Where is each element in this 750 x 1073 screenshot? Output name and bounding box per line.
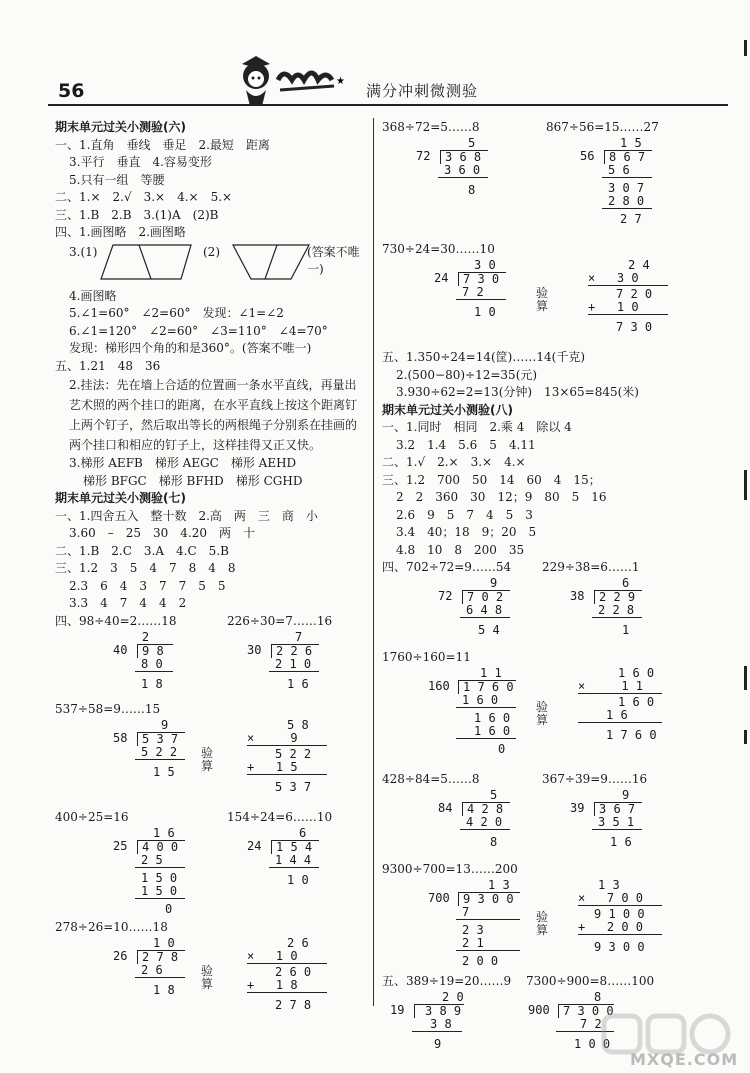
long-division: 5 3 6 8 3 6 0 8 72: [416, 137, 488, 197]
answer-line: 3.平行 垂直 4.容易变形: [69, 155, 212, 169]
equation: 400÷25=16: [55, 809, 129, 824]
watermark-text: MXQE.COM: [630, 1050, 739, 1069]
answer-line: 3.930÷62=2=13(分钟) 13×65=845(米): [396, 385, 639, 399]
page-number: 56: [58, 80, 85, 102]
section-title: 期末单元过关小测验(八): [382, 402, 513, 417]
equation: 368÷72=5……8: [382, 120, 480, 134]
long-division: 1 3 9 3 0 0 7 2 3 2 1 2 0 0 700: [428, 879, 520, 968]
answer-line: 5.∠1=60° ∠2=60° 发现：∠1=∠2: [69, 306, 284, 320]
long-division: 3 0 7 3 0 7 2 1 0 24: [434, 259, 506, 319]
division-row: [382, 559, 732, 649]
answer-line: 6.∠1=120° ∠2=60° ∠3=110° ∠4=70°: [69, 323, 328, 338]
equation: 278÷26=10……18: [55, 919, 168, 934]
scan-mark: [744, 730, 747, 744]
long-division: 7 2 2 6 2 1 0 1 6 30: [247, 631, 319, 691]
long-division: 1 0 2 7 8 2 6 1 8 26: [113, 937, 185, 997]
answer-line: 2.6 9 5 7 4 5 3: [396, 507, 533, 522]
equation: 367÷39=9……16: [542, 772, 648, 786]
section-title: 期末单元过关小测验(七): [55, 491, 186, 505]
long-division: 9 3 6 7 3 5 1 1 6 39: [570, 789, 642, 849]
answer-line: 3.3 4 7 4 4 2: [69, 596, 187, 610]
check-label: 验算: [536, 910, 549, 937]
long-division: 9 5 3 7 5 2 2 1 5 58: [113, 719, 185, 779]
equation: 730÷24=30……10: [382, 242, 495, 256]
answer-line: 一、1.四舍五入 整十数 2.高 两 三 商 小: [55, 508, 318, 523]
answer-line: 四、1.画图略 2.画图略: [55, 225, 186, 239]
equation: 428÷84=5……8: [382, 772, 480, 786]
division-row: [55, 701, 367, 809]
long-division: 5 4 2 8 4 2 0 8 84: [438, 789, 510, 849]
check-label: 验算: [536, 286, 549, 313]
trapezoid-figure-2: [231, 242, 311, 282]
answer-line: 五、1.350÷24=14(筐)……14(千克): [382, 350, 585, 364]
long-division: 9 7 0 2 6 4 8 5 4 72: [438, 577, 510, 637]
section-title: 期末单元过关小测验(六): [55, 120, 186, 134]
answer-line: 三、1.B 2.B 3.(1)A (2)B: [55, 207, 219, 222]
book-title: 满分冲刺微测验: [366, 82, 479, 100]
answer-line: 2.(500−80)÷12=35(元): [396, 367, 538, 382]
answer-line: 三、1.2 700 50 14 60 4 15；: [382, 472, 601, 487]
header-rule: [48, 104, 728, 106]
right-column: [382, 119, 732, 1063]
division-row: [382, 861, 732, 973]
check-label: 验算: [201, 963, 214, 991]
answer-line: 梯形 BFGC 梯形 BFHD 梯形 CGHD: [83, 473, 303, 488]
division-row: [55, 613, 367, 701]
equation: 1760÷160=11: [382, 650, 471, 664]
equation: 867÷56=15……27: [546, 120, 659, 134]
equation: 9300÷700=13……200: [382, 862, 518, 876]
trapezoid-figures: [55, 242, 367, 288]
answer-line: 二、1.√ 2.× 3.× 4.×: [382, 455, 526, 469]
answer-line: 3.梯形 AEFB 梯形 AEGC 梯形 AEHD: [69, 456, 297, 470]
long-division: 1 6 4 0 0 2 5 1 5 0 1 5 0 0 25: [113, 827, 185, 916]
answer-line: 3.60 – 25 30 4.20 两 十: [69, 526, 255, 540]
check-computation: 2 6 × 1 0 2 6 0 + 1 8 2 7 8: [247, 937, 327, 1012]
check-computation: 5 8 × 9 5 2 2 + 1 5 5 3 7: [247, 719, 327, 794]
cartoon-logo-icon: [232, 50, 362, 108]
long-division: 8 7 3 0 0 7 2 1 0 0 900: [528, 990, 614, 1051]
check-computation: 1 3 × 7 0 0 9 1 0 0 + 2 0 0 9 3 0 0: [578, 879, 662, 954]
answer-line: 5.只有一组 等腰: [69, 172, 165, 187]
long-division: 2 9 8 8 0 1 8 40: [113, 631, 173, 691]
answer-line: 4.画图略: [69, 288, 117, 303]
left-column: [55, 119, 367, 1019]
long-division: 2 0 3 8 9 3 8 9 19: [390, 990, 464, 1051]
answer-line: 发现：梯形四个角的和是360°。(答案不唯一): [69, 341, 312, 355]
answer-label: (2): [203, 244, 220, 259]
division-row: [382, 649, 732, 771]
scan-mark: [744, 666, 747, 690]
answer-line: 二、1.B 2.C 3.A 4.C 5.B: [55, 543, 229, 558]
check-label: 验算: [201, 745, 214, 773]
answer-line: 3.2 1.4 5.6 5 4.11: [396, 437, 536, 452]
trapezoid-figure-1: [99, 242, 193, 282]
answer-line: 3.4 40；18 9；20 5: [396, 525, 537, 539]
check-computation: 2 4 × 3 0 7 2 0 + 1 0 7 3 0: [588, 259, 668, 334]
equation: 五、389÷19=20……9: [382, 974, 512, 988]
division-row: [55, 919, 367, 1019]
check-computation: 1 6 0 × 1 1 1 6 0 1 6 1 7 6 0: [578, 667, 662, 742]
answer-line: 一、1.直角 垂线 垂足 2.最短 距离: [55, 137, 270, 152]
svg-text:★: ★: [336, 76, 345, 87]
division-row: [382, 119, 732, 241]
answer-label: (答案不唯一): [307, 244, 360, 276]
answer-line: 4.8 10 8 200 35: [396, 542, 525, 557]
answer-line: 五、1.21 48 36: [55, 358, 161, 373]
long-division: 1 5 8 6 7 5 6 3 0 7 2 8 0 2 7 56: [580, 137, 652, 226]
answer-label: 3.(1): [69, 244, 98, 259]
check-label: 验算: [536, 700, 549, 727]
column-divider: [373, 118, 374, 1006]
answer-paragraph: 2.挂法：先在墙上合适的位置画一条水平直线，再量出艺术照的两个挂口的距离，在水平直线上按这个距离钉上两个钉子，然后取出等长的两根绳子分别系在挂画的两个挂口和相应的钉子上，这样挂得又正又快。: [69, 378, 358, 452]
equation: 154÷24=6……10: [227, 809, 333, 824]
scan-mark: [744, 470, 747, 500]
scan-mark: [744, 40, 747, 56]
answer-line: 2.3 6 4 3 7 7 5 5: [69, 578, 226, 593]
answer-line: 二、1.× 2.√ 3.× 4.× 5.×: [55, 190, 233, 204]
equation: 226÷30=7……16: [227, 613, 333, 628]
division-row: [382, 241, 732, 349]
long-division: 6 2 2 9 2 2 8 1 38: [570, 577, 642, 637]
answer-line: 一、1.同时 相同 2.乘 4 除以 4: [382, 420, 572, 434]
equation: 229÷38=6……1: [542, 560, 640, 574]
equation: 7300÷900=8……100: [526, 974, 655, 988]
equation: 537÷58=9……15: [55, 701, 161, 716]
equation: 四、98÷40=2……18: [55, 613, 177, 628]
long-division: 6 1 5 4 1 4 4 1 0 24: [247, 827, 319, 887]
equation: 四、702÷72=9……54: [382, 560, 512, 574]
division-row: [382, 771, 732, 861]
page-header: [0, 0, 750, 110]
answer-line: 2 2 360 30 12；9 80 5 16: [396, 490, 607, 504]
answer-line: 三、1.2 3 5 4 7 8 4 8: [55, 561, 236, 575]
long-division: 1 1 1 7 6 0 1 6 0 1 6 0 1 6 0 0 160: [428, 667, 516, 756]
division-row: [55, 809, 367, 919]
